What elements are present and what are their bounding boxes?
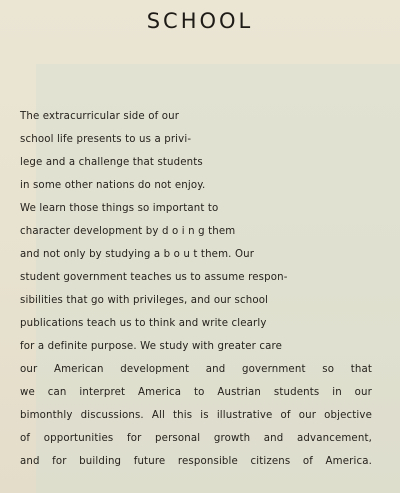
text-line: our American development and government so that [20,364,372,375]
text-line: lege and a challenge that students [20,157,203,168]
text-line: We learn those things so important to [20,203,219,214]
text-line: character development by d o i n g them [20,226,236,237]
text-line: sibilities that go with privileges, and our school [20,295,269,306]
text-line: bimonthly discussions. All this is illustrative of our objective [20,410,372,421]
text-line: school life presents to us a privi- [20,134,192,145]
text-line: and for building future responsible citizens of America. [20,456,372,467]
text-line: for a definite purpose. We study with greater care [20,341,283,352]
text-line: The extracurricular side of our [20,111,180,122]
text-line: we can interpret America to Austrian students in our [20,387,372,398]
text-line: publications teach us to think and write clearly [20,318,267,329]
text-line: student government teaches us to assume respon- [20,272,288,283]
text-line: in some other nations do not enjoy. [20,180,206,191]
text-line: of opportunities for personal growth and advancement, [20,433,372,444]
page-title: SCHOOL [146,9,254,33]
text-line: and not only by studying a b o u t them. Our [20,249,255,260]
